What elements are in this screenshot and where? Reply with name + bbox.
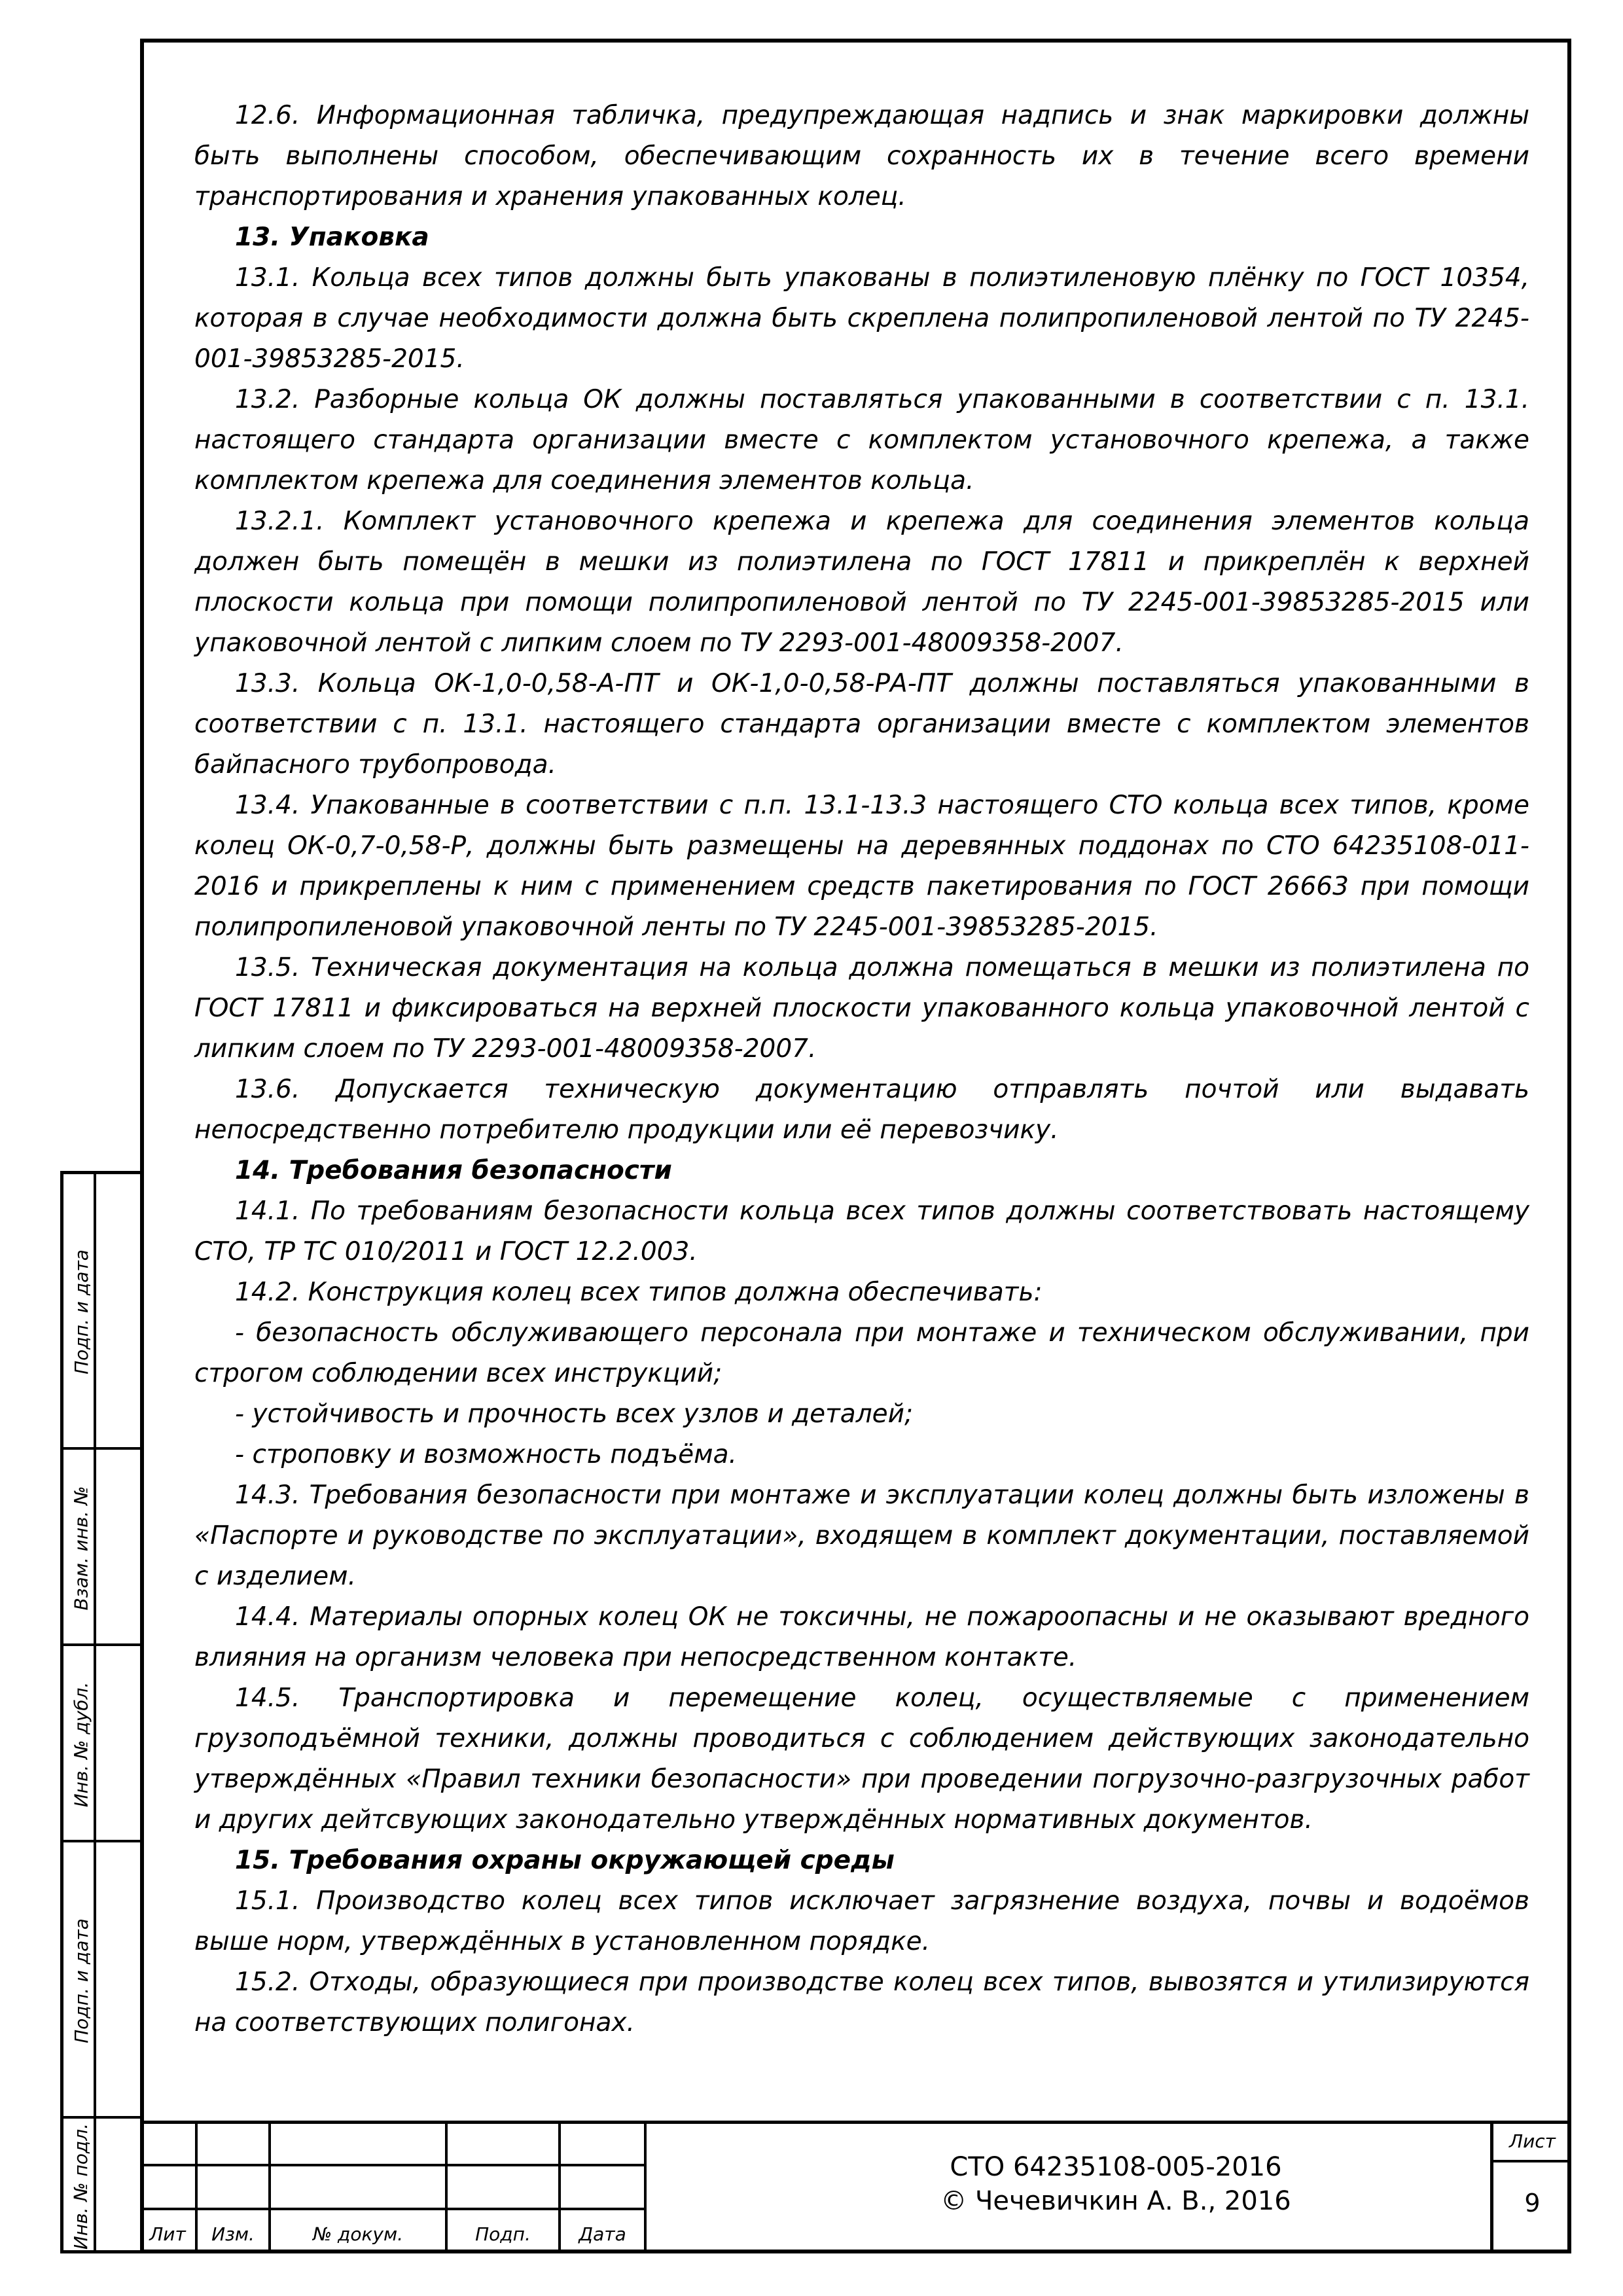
sidebar-label-inv-podl: Инв. № подл. [70, 2123, 92, 2250]
list-item: - строповку и возможность подъёма. [235, 1440, 737, 1469]
sidebar-stamp [60, 1171, 140, 2253]
sidebar-label-podp-data-2: Подп. и дата [70, 1918, 92, 2043]
paragraph: 13.4. Упакованные в соответствии с п.п. 13.1-13.3 настоящего СТО кольца всех типов, кроме колец ОК-0,7-0,58-Р, должны быть размещены на деревянных поддонах по СТО 64235108-011-2016 и прикреплены к ним с применением средств пакетирования по ГОСТ 26663 при помощи полипропиленовой упаковочной ленты по ТУ 2245-001-39853285-2015. [194, 791, 1529, 942]
paragraph: 14.5. Транспортировка и перемещение колец, осуществляемые с применением грузоподъёмной техники, должны проводиться с соблюдением действующих законодательно утверждённых «Правил техники безопасности» при проведении погрузочно-разгрузочных работ и других дейтсвующих законодательно утверждённых нормативных документов. [194, 1683, 1529, 1835]
paragraph: 12.6. Информационная табличка, предупреждающая надпись и знак маркировки должны быть выполнены способом, обеспечивающим сохранность их в течение всего времени транспортирования и хранения упакованных колец. [194, 101, 1529, 211]
title-block-lit: Лит [149, 2223, 186, 2245]
document-body [194, 96, 1529, 2043]
paragraph: 15.2. Отходы, образующиеся при производстве колец всех типов, вывозятся и утилизируются на соответствующих полигонах. [194, 1967, 1529, 2037]
title-block-list-label: Лист [1509, 2130, 1556, 2152]
sidebar-label-podp-data: Подп. и дата [70, 1249, 92, 1374]
document-code-text: СТО 64235108-005-2016 [950, 2152, 1282, 2182]
paragraph: 14.3. Требования безопасности при монтаже и эксплуатации колец должны быть изложены в «Паспорте и руководстве по эксплуатации», входящем в комплект документации, поставляемой с изделием. [194, 1480, 1529, 1591]
paragraph: 14.4. Материалы опорных колец ОК не токсичны, не пожароопасны и не оказывают вредного влияния на организм человека при непосредственном контакте. [194, 1602, 1529, 1672]
list-item: - безопасность обслуживающего персонала при монтаже и техническом обслуживании, при строгом соблюдении всех инструкций; [194, 1318, 1529, 1388]
title-block-data: Дата [579, 2223, 626, 2245]
title-block-podp: Подп. [475, 2223, 531, 2245]
page-number: 9 [1524, 2189, 1541, 2217]
paragraph: 13.2. Разборные кольца ОК должны поставляться упакованными в соответствии с п. 13.1. настоящего стандарта организации вместе с комплектом установочного крепежа, а также комплектом крепежа для соединения элементов кольца. [194, 385, 1529, 495]
copyright-text: © Чечевичкин А. В., 2016 [940, 2186, 1291, 2216]
sidebar-label-vzam-inv: Взам. инв. № [70, 1485, 92, 1611]
paragraph: 15.1. Производство колец всех типов исключает загрязнение воздуха, почвы и водоёмов выше норм, утверждённых в установленном порядке. [194, 1886, 1529, 1956]
title-block-izm: Изм. [211, 2223, 255, 2245]
paragraph: 13.5. Техническая документация на кольца должна помещаться в мешки из полиэтилена по ГОСТ 17811 и фиксироваться на верхней плоскости упакованного кольца упаковочной лентой с липким слоем по ТУ 2293-001-48009358-2007. [194, 953, 1529, 1064]
section-heading: 15. Требования охраны окружающей среды [235, 1846, 895, 1875]
section-heading: 13. Упаковка [235, 223, 429, 252]
paragraph: 14.1. По требованиям безопасности кольца всех типов должны соответствовать настоящему СТО, ТР ТС 010/2011 и ГОСТ 12.2.003. [194, 1196, 1529, 1266]
sidebar-label-inv-dubl: Инв. № дубл. [70, 1681, 92, 1807]
paragraph: 13.3. Кольца ОК-1,0-0,58-А-ПТ и ОК-1,0-0,58-РА-ПТ должны поставляться упакованными в соответствии с п. 13.1. настоящего стандарта организации вместе с комплектом элементов байпасного трубопровода. [194, 669, 1529, 780]
document-code [851, 2150, 1381, 2218]
paragraph: 13.2.1. Комплект установочного крепежа и крепежа для соединения элементов кольца должен быть помещён в мешки из полиэтилена по ГОСТ 17811 и прикреплён к верхней плоскости кольца при помощи полипропиленовой лентой по ТУ 2245-001-39853285-2015 или упаковочной лентой с липким слоем по ТУ 2293-001-48009358-2007. [194, 507, 1529, 658]
paragraph: 13.6. Допускается техническую документацию отправлять почтой или выдавать непосредственно потребителю продукции или её перевозчику. [194, 1075, 1529, 1145]
list-item: - устойчивость и прочность всех узлов и деталей; [235, 1399, 914, 1429]
section-heading: 14. Требования безопасности [235, 1156, 672, 1185]
title-block-n-dokum: № докум. [312, 2223, 404, 2245]
paragraph: 14.2. Конструкция колец всех типов должна обеспечивать: [235, 1278, 1043, 1307]
paragraph: 13.1. Кольца всех типов должны быть упакованы в полиэтиленовую плёнку по ГОСТ 10354, которая в случае необходимости должна быть скреплена полипропиленовой лентой по ТУ 2245-001-39853285-2015. [194, 263, 1529, 374]
